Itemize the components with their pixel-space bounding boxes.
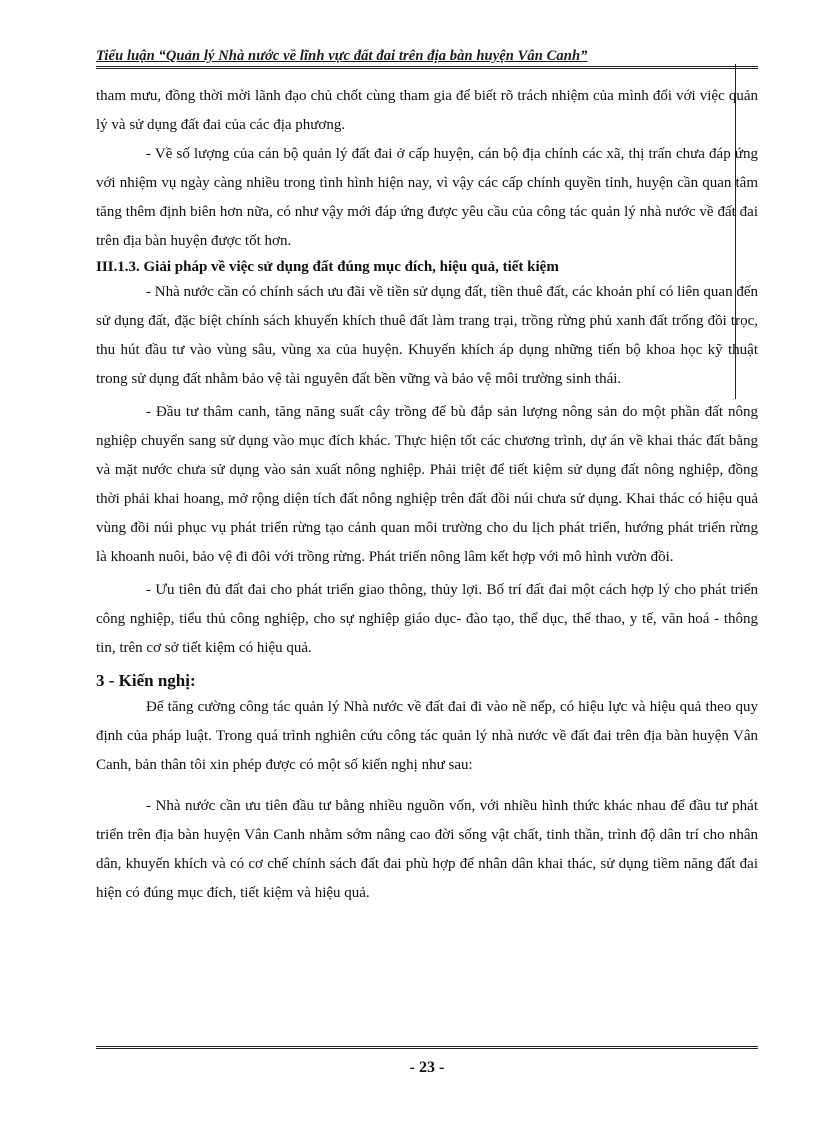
footer-rule: [96, 1046, 758, 1049]
paragraph-2: - Về số lượng của cán bộ quản lý đất đai ở cấp huyện, cán bộ địa chính các xã, thị trấn chưa đáp ứng với nhiệm vụ ngày càng nhiều trong tình hình hiện nay, vì vậy các cấp chính quyền tỉnh, huyện cần quan tâm tăng thêm định biên hơn nữa, có như vậy mới đáp ứng được yêu cầu của công tác quản lý nhà nước về đất đai trên địa bàn huyện được tốt hơn.: [96, 146, 758, 249]
document-body: [96, 82, 758, 908]
section-heading-3: 3 - Kiến nghị:: [96, 671, 196, 690]
paragraph-6: Để tăng cường công tác quản lý Nhà nước về đất đai đi vào nề nếp, có hiệu lực và hiệu quả theo quy định của pháp luật. Trong quá trình nghiên cứu công tác quản lý nhà nước về đất đai trên địa bàn huyện Vân Canh, bản thân tôi xin phép được có một số kiến nghị như sau:: [96, 699, 758, 773]
page-header-title: Tiểu luận “Quản lý Nhà nước về lĩnh vực đất đai trên địa bàn huyện Vân Canh”: [96, 48, 588, 64]
paragraph-3: - Nhà nước cần có chính sách ưu đãi về tiền sử dụng đất, tiền thuê đất, các khoản phí có liên quan đến sử dụng đất, đặc biệt chính sách khuyến khích thuê đất làm trang trại, trồng rừng phủ xanh đất trống đồi trọc, thu hút đầu tư vào vùng sâu, vùng xa của huyện. Khuyến khích áp dụng những tiến bộ khoa học kỹ thuật trong sử dụng đất nhằm bảo vệ tài nguyên đất bền vững và bảo vệ môi trường sinh thái.: [96, 284, 758, 387]
paragraph-7: - Nhà nước cần ưu tiên đầu tư bằng nhiều nguồn vốn, với nhiều hình thức khác nhau để đầu tư phát triển trên địa bàn huyện Vân Canh nhằm sớm nâng cao đời sống vật chất, tinh thần, trình độ dân trí cho nhân dân, khuyến khích và có cơ chế chính sách đất đai phù hợp để nhân dân khai thác, sử dụng tiềm năng đất đai hiện có đúng mục đích, tiết kiệm và hiệu quả.: [96, 798, 758, 901]
paragraph-4: - Đầu tư thâm canh, tăng năng suất cây trồng để bù đắp sản lượng nông sản do một phần đất nông nghiệp chuyển sang sử dụng vào mục đích khác. Thực hiện tốt các chương trình, dự án về khai thác đất bằng và mặt nước chưa sử dụng vào sản xuất nông nghiệp. Phải triệt để tiết kiệm sử dụng đất nông nghiệp, đồng thời phải khai hoang, mở rộng diện tích đất nông nghiệp trên đất đồi núi chưa sử dụng. Khai thác có hiệu quả vùng đồi núi phục vụ phát triển rừng tạo cảnh quan môi trường cho du lịch phát triển, hướng phát triển rừng là khoanh nuôi, bảo vệ đi đôi với trồng rừng. Phát triển nông lâm kết hợp với mô hình vườn đồi.: [96, 404, 758, 565]
paragraph-1: tham mưu, đồng thời mời lãnh đạo chủ chốt cùng tham gia để biết rõ trách nhiệm của mình đối với việc quản lý và sử dụng đất đai của các địa phương.: [96, 88, 758, 133]
spacer: [96, 780, 758, 792]
paragraph-5: - Ưu tiên đủ đất đai cho phát triển giao thông, thủy lợi. Bố trí đất đai một cách hợp lý cho phát triển công nghiệp, tiểu thủ công nghiệp, cho sự nghiệp giáo dục- đào tạo, thể dục, thể thao, y tế, văn hoá - thông tin, trên cơ sở tiết kiệm có hiệu quả.: [96, 582, 758, 656]
page-number: - 23 -: [409, 1059, 445, 1076]
section-heading-311: III.1.3. Giải pháp về việc sử dụng đất đúng mục đích, hiệu quả, tiết kiệm: [96, 259, 559, 275]
header-rule: [96, 66, 758, 69]
